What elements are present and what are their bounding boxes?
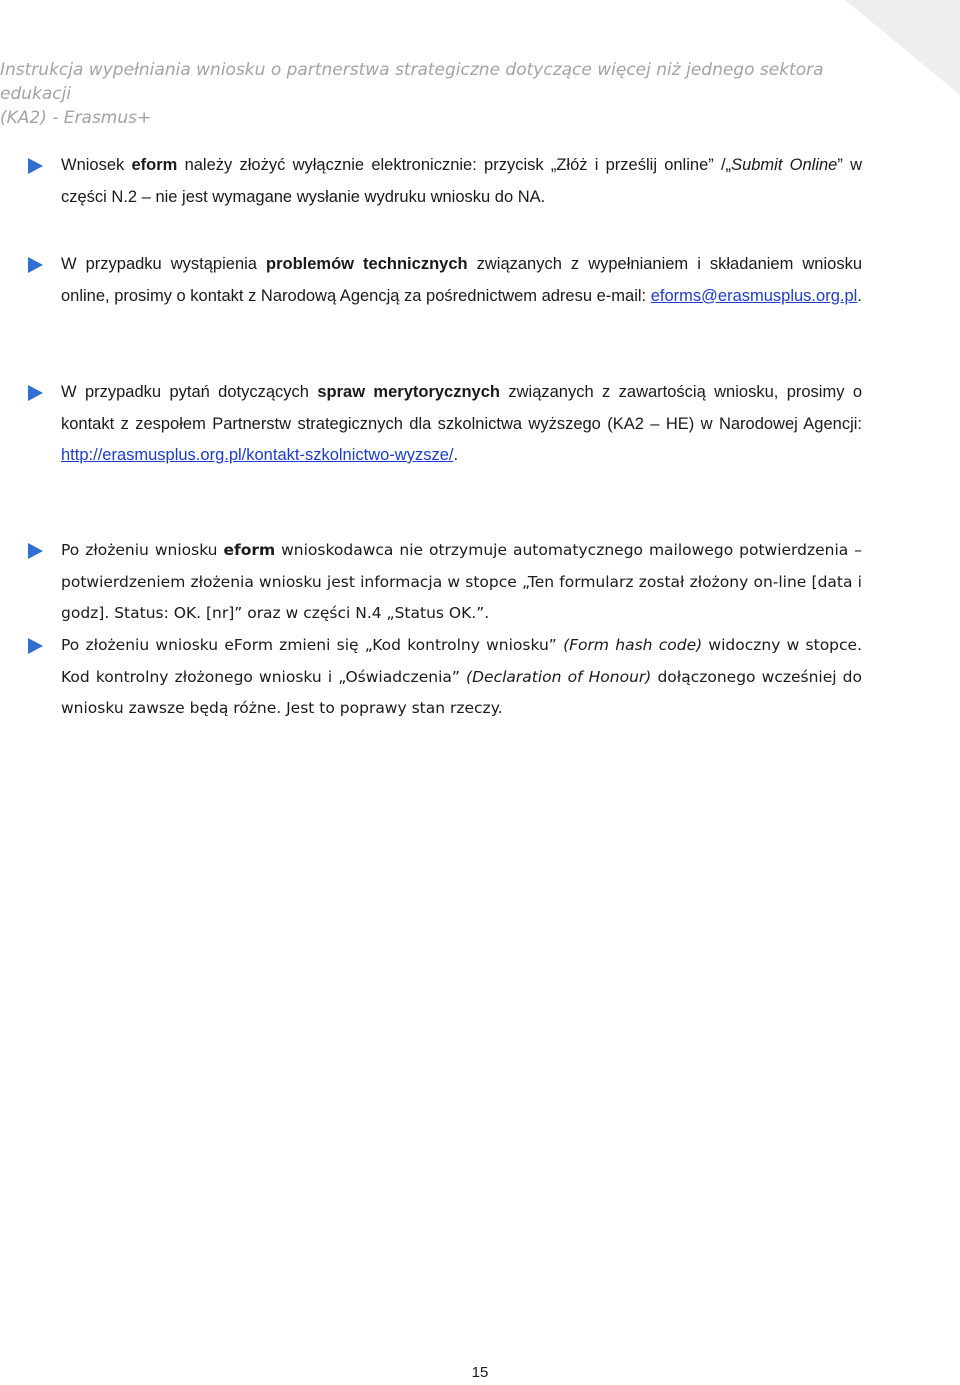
list-item-submission xyxy=(28,150,862,213)
triangle-bullet-icon xyxy=(28,385,43,401)
triangle-bullet-icon xyxy=(28,158,43,174)
header-line-2: (KA2) - Erasmus+ xyxy=(0,108,152,128)
list-item-content-questions xyxy=(28,377,862,472)
list-item-hash-code xyxy=(28,630,862,725)
email-link[interactable]: eforms@erasmusplus.org.pl xyxy=(650,286,858,305)
item-text: Po złożeniu wniosku eForm zmieni się „Kod kontrolny wniosku” (Form hash code) widoczny w stopce. Kod kontrolny złożonego wniosku i „Oświadczenia” (Declaration of Honour) dołączonego wcześniej do wniosku zawsze będą różne. Jest to poprawy stan rzeczy. xyxy=(61,636,863,717)
page-number: 15 xyxy=(471,1364,489,1381)
triangle-bullet-icon xyxy=(28,638,43,654)
triangle-bullet-icon xyxy=(28,543,43,559)
list-item-confirmation xyxy=(28,535,862,630)
item-text: Po złożeniu wniosku eform wnioskodawca nie otrzymuje automatycznego mailowego potwierdzenia – potwierdzeniem złożenia wniosku jest informacja w stopce „Ten formularz został złożony on-line [data i godz]. Status: OK. [nr]” oraz w części N.4 „Status OK.”. xyxy=(61,541,862,622)
contact-url-link[interactable]: http://erasmusplus.org.pl/kontakt-szkolnictwo-wyzsze/ xyxy=(61,446,454,464)
running-header xyxy=(0,58,880,130)
list-item-technical-problems xyxy=(28,249,862,312)
item-text: W przypadku wystąpienia problemów technicznych związanych z wypełnianiem i składaniem wniosku online, prosimy o kontakt z Narodową Agencją za pośrednictwem adresu e-mail: eforms@erasmusplus.org.pl. xyxy=(61,255,862,305)
item-text: Wniosek eform należy złożyć wyłącznie elektronicznie: przycisk „Złóż i prześlij online” /„Submit Online” w części N.2 – nie jest wymagane wysłanie wydruku wniosku do NA. xyxy=(61,156,862,206)
triangle-bullet-icon xyxy=(28,257,43,273)
header-line-1: Instrukcja wypełniania wniosku o partnerstwa strategiczne dotyczące więcej niż jednego sektora edukacji xyxy=(0,60,824,104)
item-text: W przypadku pytań dotyczących spraw merytorycznych związanych z zawartością wniosku, prosimy o kontakt z zespołem Partnerstw strategicznych dla szkolnictwa wyższego (KA2 – HE) w Narodowej Agencji: http://erasmusplus.org.pl/kontakt-szkolnictwo-wyzsze/. xyxy=(61,383,863,464)
